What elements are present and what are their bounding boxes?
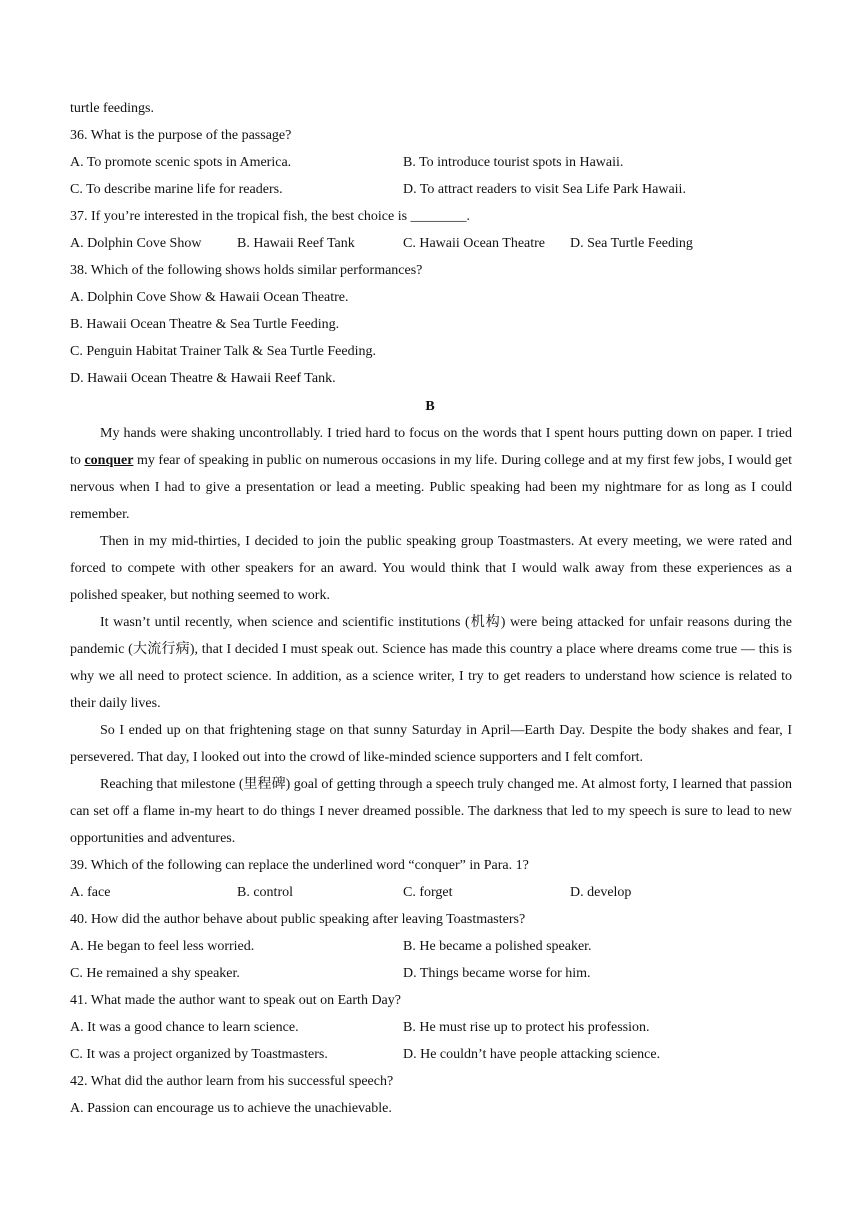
paragraph-1-end: my fear of speaking in public on numerous occasions in my life. During college and at my first few jobs, I would get nervous when I had to give a presentation or lead a meeting. Public speaking had been my nightmare for as long as I could remember. [70,453,792,522]
question-37-option-b: B. Hawaii Reef Tank [237,236,355,251]
passage-paragraph-4: So I ended up on that frightening stage on that sunny Saturday in April—Earth Day. Despite the body shakes and fear, I persevered. That day, I looked out into the crowd of like-minded science supporters and I felt comfort. [70,723,792,765]
question-36-stem: 36. What is the purpose of the passage? [70,128,292,143]
passage-paragraph-5: Reaching that milestone (里程碑) goal of getting through a speech truly changed me. At almost forty, I learned that passion can set off a flame in-my heart to do things I never dreamed possible. The darkness that led to my speech is sure to lead to new opportunities and adventures. [70,777,792,846]
question-39-option-a: A. face [70,885,111,900]
question-42-stem: 42. What did the author learn from his successful speech? [70,1074,394,1089]
question-36-option-d: D. To attract readers to visit Sea Life Park Hawaii. [403,182,686,197]
section-heading: B [425,399,435,414]
question-37-option-a: A. Dolphin Cove Show [70,236,202,251]
question-39-option-b: B. control [237,885,293,900]
question-41-stem: 41. What made the author want to speak out on Earth Day? [70,993,401,1008]
question-38-option-c: C. Penguin Habitat Trainer Talk & Sea Turtle Feeding. [70,344,376,359]
question-41-option-d: D. He couldn’t have people attacking science. [403,1047,661,1062]
question-40-option-a: A. He began to feel less worried. [70,939,255,954]
underlined-keyword: conquer [84,453,134,468]
question-42-option-a: A. Passion can encourage us to achieve the unachievable. [70,1101,392,1116]
question-36-option-a: A. To promote scenic spots in America. [70,155,292,170]
question-40-stem: 40. How did the author behave about public speaking after leaving Toastmasters? [70,912,526,927]
question-38-option-b: B. Hawaii Ocean Theatre & Sea Turtle Feeding. [70,317,340,332]
question-39-stem: 39. Which of the following can replace the underlined word “conquer” in Para. 1? [70,858,529,873]
question-39-option-c: C. forget [403,885,453,900]
question-36-option-b: B. To introduce tourist spots in Hawaii. [403,155,624,170]
question-38-stem: 38. Which of the following shows holds similar performances? [70,263,423,278]
question-41-option-c: C. It was a project organized by Toastmasters. [70,1047,328,1062]
question-40-option-d: D. Things became worse for him. [403,966,591,981]
passage-paragraph-3: It wasn’t until recently, when science and scientific institutions (机构) were being attacked for unfair reasons during the pandemic (大流行病), that I decided I must speak out. Science has made this country a place where dreams come true — this is why we all need to protect science. In addition, as a science writer, I try to get readers to understand how science is related to their daily lives. [70,615,792,711]
question-37-option-c: C. Hawaii Ocean Theatre [403,236,546,251]
question-38-option-a: A. Dolphin Cove Show & Hawaii Ocean Theatre. [70,290,349,305]
question-41-option-a: A. It was a good chance to learn science. [70,1020,299,1035]
question-41-option-b: B. He must rise up to protect his profession. [403,1020,650,1035]
question-37-option-d: D. Sea Turtle Feeding [570,236,693,251]
question-37-stem: 37. If you’re interested in the tropical fish, the best choice is ________. [70,209,471,224]
passage-paragraph-2: Then in my mid-thirties, I decided to join the public speaking group Toastmasters. At every meeting, we were rated and forced to compete with other speakers for an award. You would think that I would walk away from these experiences as a polished speaker, but nothing seemed to work. [70,534,792,603]
question-36-option-c: C. To describe marine life for readers. [70,182,283,197]
passage-paragraph-1 [70,420,792,528]
question-38-option-d: D. Hawaii Ocean Theatre & Hawaii Reef Tank. [70,371,336,386]
paragraph-1-start: My hands were shaking uncontrollably. I tried hard to focus on the words that I spent hours putting down on paper. I tried to [70,426,792,468]
question-40-option-b: B. He became a polished speaker. [403,939,592,954]
continuation-text: turtle feedings. [70,101,154,116]
question-40-option-c: C. He remained a shy speaker. [70,966,240,981]
question-39-option-d: D. develop [570,885,632,900]
